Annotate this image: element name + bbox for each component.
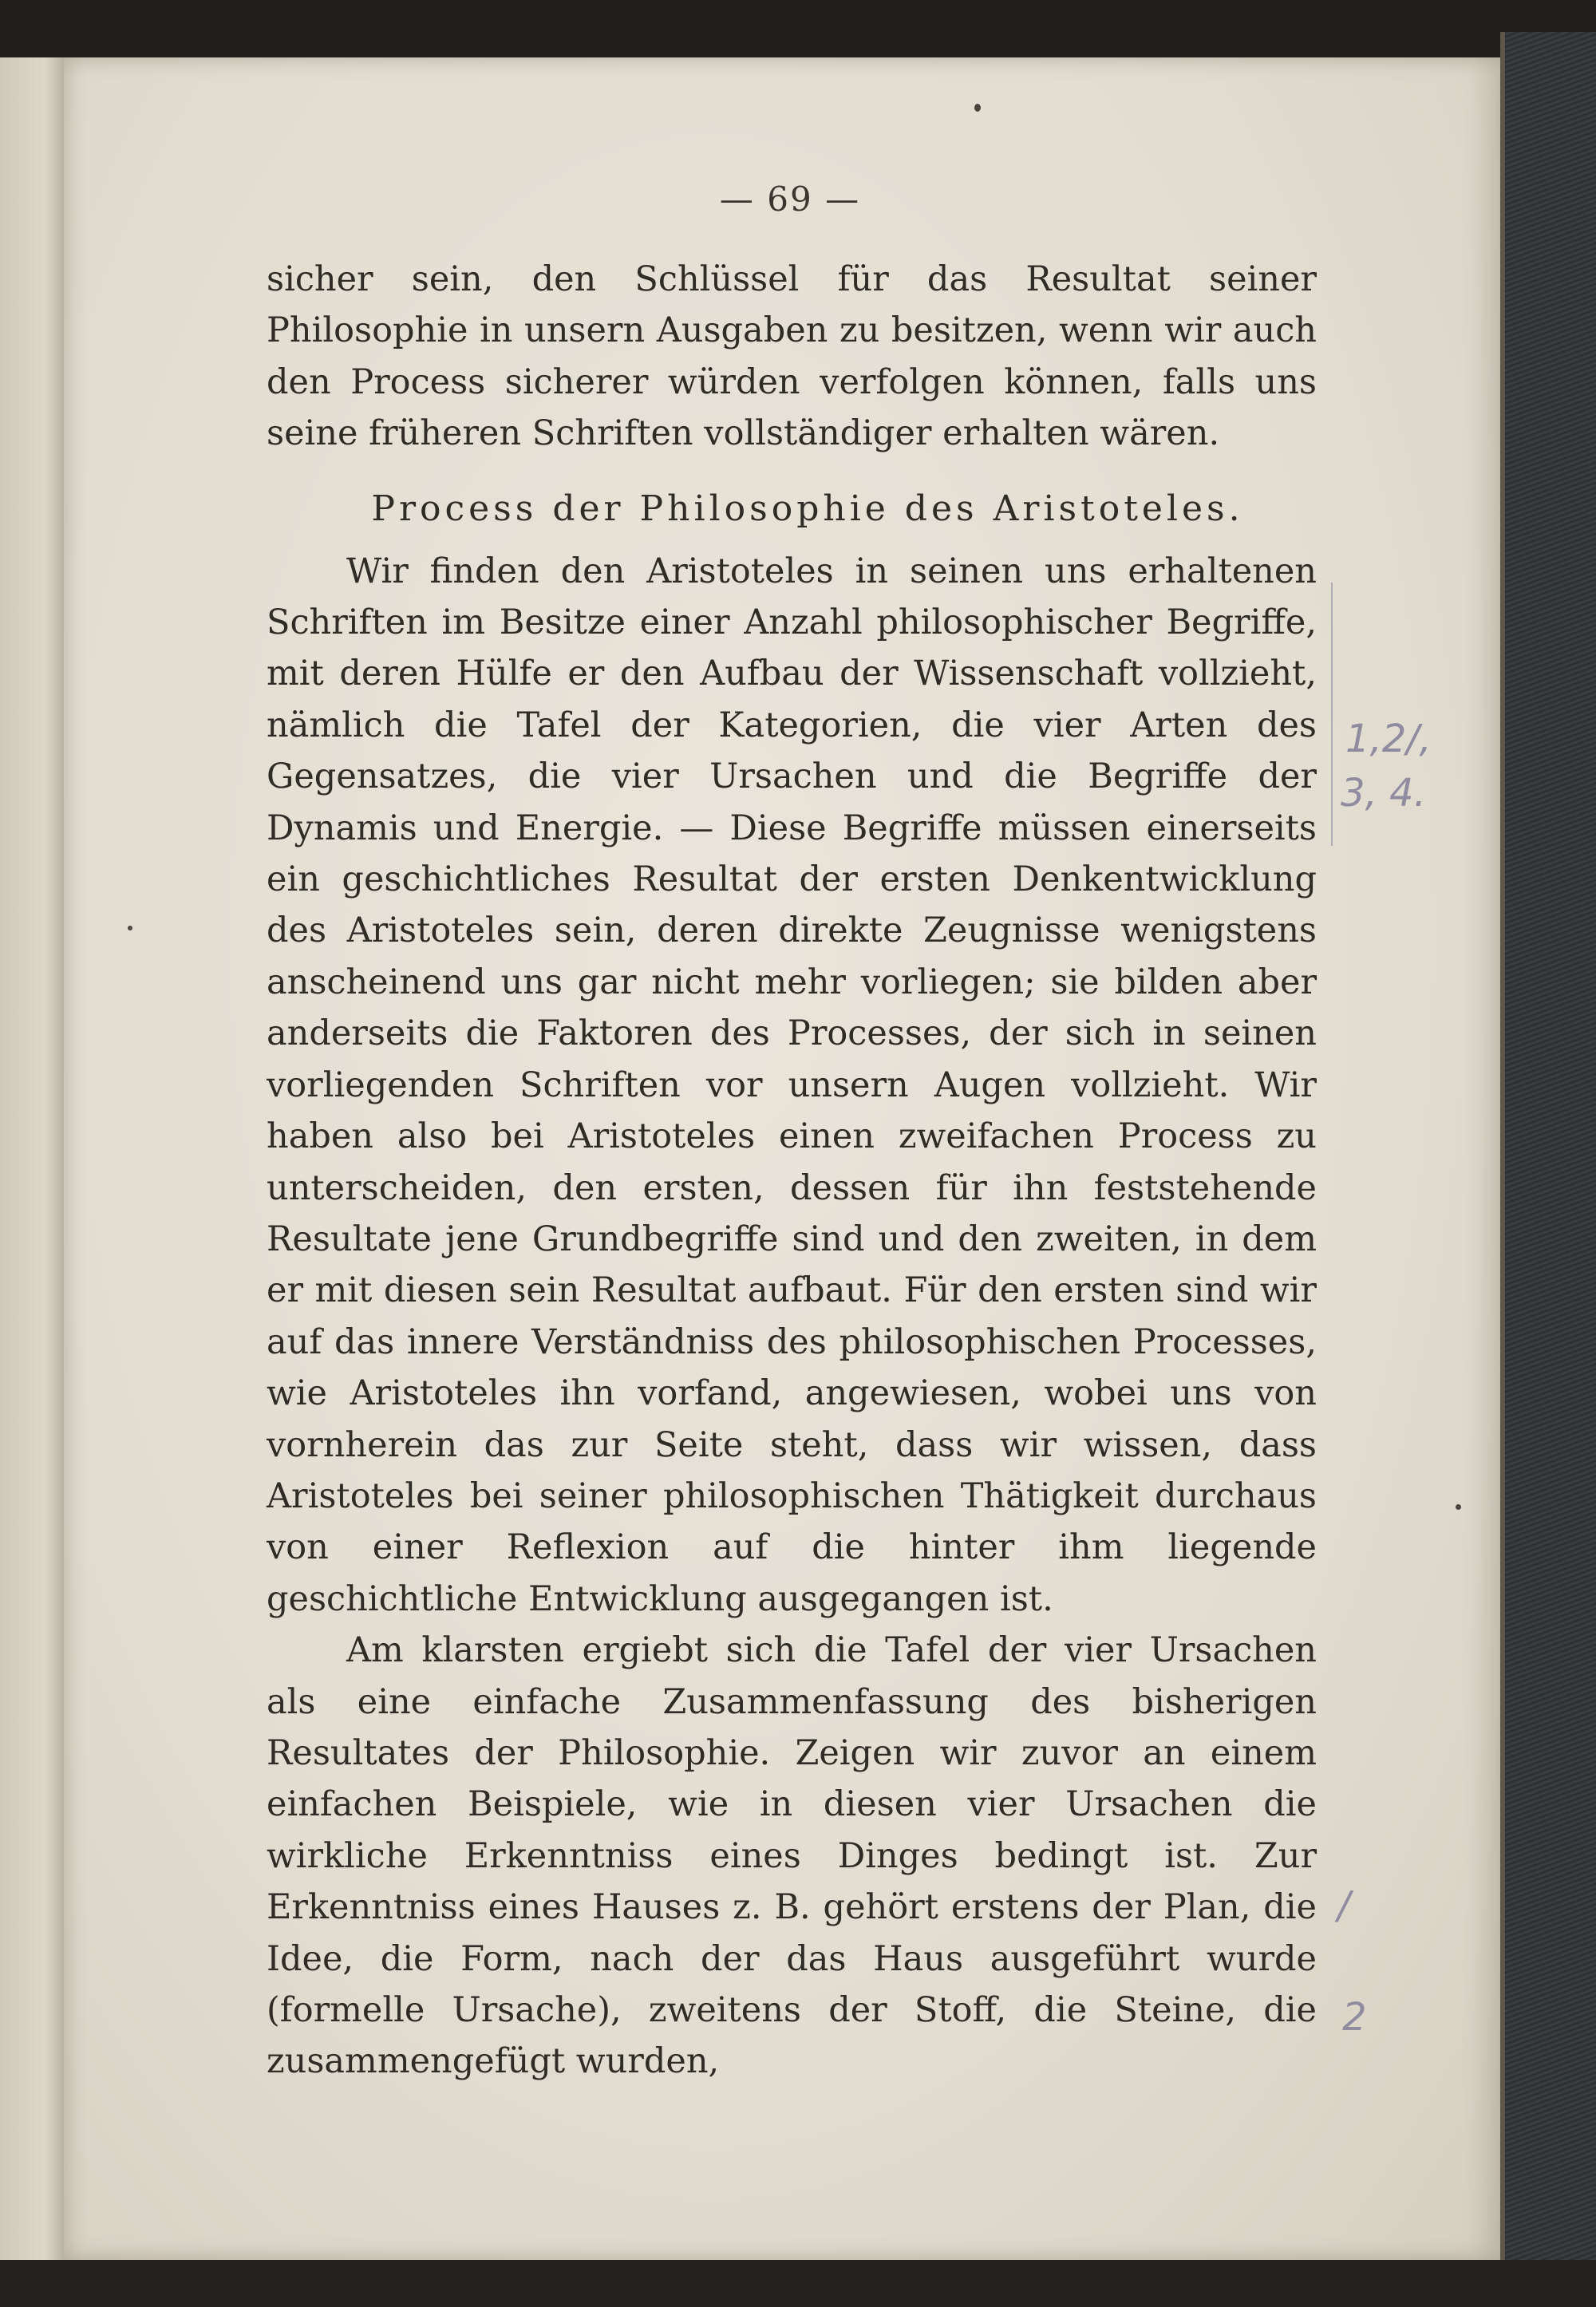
section-heading: Process der Philosophie des Aristoteles. — [371, 488, 1244, 529]
page-number: — 69 — — [719, 180, 861, 219]
paragraph: Am klarsten ergiebt sich die Tafel der vier Ursachen als eine einfache Zusammenfassung des bisherigen Resultates der Philosophie. Zeigen wir zuvor an einem einfachen Beispiele, wie in diesen vier Ursachen die wirkliche Erkenntniss eines Dinges bedingt ist. Zur Erkenntniss eines Hauses z. B. gehört erstens der Plan, die Idee, die Form, nach der das Haus ausgeführt wurde (formelle Ursache), zweitens der Stoff, die Steine, die zusammengefügt wurden, — [267, 1630, 1317, 2082]
margin-note: 3, 4. — [1341, 771, 1426, 816]
margin-bracket — [1331, 583, 1333, 846]
paper-speck — [128, 926, 132, 930]
facing-page-edge — [0, 57, 64, 2260]
paragraph: Wir finden den Aristoteles in seinen uns erhaltenen Schriften im Besitze einer Anzahl philosophischer Begriffe, mit deren Hülfe er den Aufbau der Wissenschaft vollzieht, nämlich die Tafel der Kategorien, die vier Arten des Gegensatzes, die vier Ursachen und die Begriffe der Dynamis und Energie. — Diese Begriffe müssen einerseits ein geschichtliches Resultat der ersten Denkentwicklung des Aristoteles sein, deren direkte Zeugnisse wenigstens anscheinend uns gar nicht mehr vorliegen; sie bilden aber anderseits die Faktoren des Processes, der sich in seinen vorliegenden Schriften vor unsern Augen vollzieht. Wir haben also bei Aristoteles einen zweifachen Process zu unterscheiden, den ersten, dessen für ihn feststehende Resultate jene Grundbegriffe sind und den zweiten, in dem er mit diesen sein Resultat aufbaut. Für den ersten sind wir auf das innere Verständniss des philosophischen Processes, wie Aristoteles ihn vorfand, angewiesen, wobei uns von vornherein das zur Seite steht, dass wir wissen, dass Aristoteles bei seiner philosophischen Thätigkeit durchaus von einer Reflexion auf die hinter ihm liegende geschichtliche Entwicklung ausgegangen ist. — [267, 551, 1317, 1619]
paper-speck — [974, 104, 981, 112]
paper-speck — [1456, 1504, 1461, 1510]
book-cover-edge — [1500, 32, 1596, 2274]
scanner-bottom-border — [0, 2260, 1596, 2307]
margin-note: 1,2/, — [1345, 717, 1432, 761]
paragraph-continuation: sicher sein, den Schlüssel für das Resultat seiner Philosophie in unsern Ausgaben zu besitzen, wenn wir auch den Process sicherer würden verfolgen können, falls uns seine früheren Schriften vollständiger erhalten wären. — [267, 259, 1317, 454]
margin-note: 2 — [1342, 1995, 1367, 2040]
body-text — [267, 254, 1317, 2088]
margin-note: / — [1337, 1883, 1351, 1928]
scanner-top-border — [0, 0, 1596, 57]
